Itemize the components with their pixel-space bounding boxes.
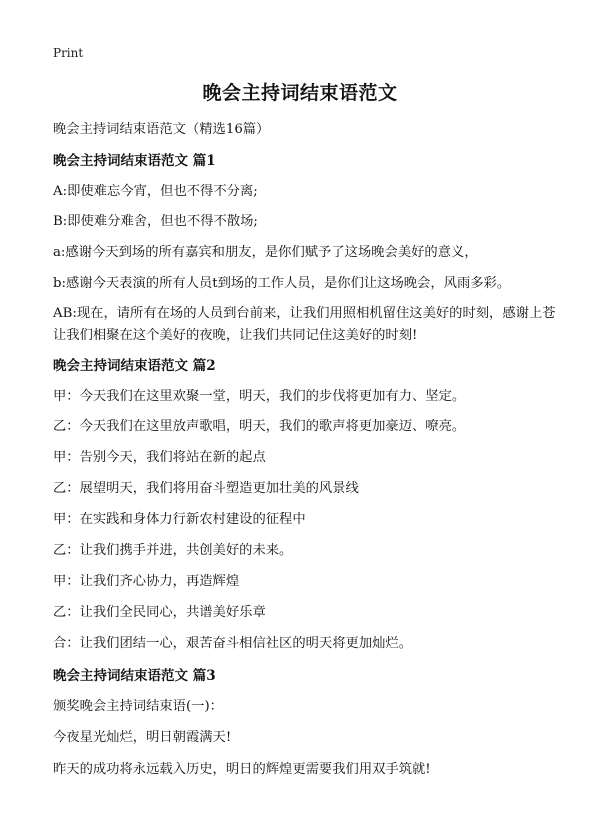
paragraph: 合：让我们团结一心，艰苦奋斗相信社区的明天将更加灿烂。	[53, 636, 413, 651]
section-heading-1: 晚会主持词结束语范文 篇1	[53, 153, 216, 169]
paragraph: 甲：告别今天，我们将站在新的起点	[53, 450, 266, 465]
paragraph: 今夜星光灿烂，明日朝霞满天!	[53, 730, 232, 745]
paragraph: A:即使难忘今宵，但也不得不分离;	[53, 184, 258, 199]
section-heading-3: 晚会主持词结束语范文 篇3	[53, 668, 216, 684]
paragraph: a:感谢今天到场的所有嘉宾和朋友，是你们赋予了这场晚会美好的意义，	[53, 245, 478, 260]
paragraph: b:感谢今天表演的所有人员t到场的工作人员，是你们让这场晚会，风雨多彩。	[53, 276, 511, 291]
print-label: Print	[53, 46, 84, 60]
paragraph: 甲：今天我们在这里欢聚一堂，明天，我们的步伐将更加有力、坚定。	[53, 389, 466, 404]
section-heading-2: 晚会主持词结束语范文 篇2	[53, 358, 216, 374]
paragraph: 甲：让我们齐心协力，再造辉煌	[53, 574, 240, 589]
paragraph: 颁奖晚会主持词结束语(一)：	[53, 699, 223, 714]
paragraph: 乙：让我们携手并进，共创美好的未来。	[53, 543, 293, 558]
paragraph: 乙：让我们全民同心，共谱美好乐章	[53, 605, 266, 620]
paragraph: 乙：今天我们在这里放声歌唱，明天，我们的歌声将更加豪迈、嘹亮。	[53, 419, 466, 434]
paragraph: AB:现在，请所有在场的人员到台前来，让我们用照相机留住这美好的时刻，感谢上苍让我们相聚在这个美好的夜晚，让我们共同记住这美好的时刻!	[53, 306, 556, 343]
paragraph: 甲：在实践和身体力行新农村建设的征程中	[53, 512, 306, 527]
intro-line: 晚会主持词结束语范文（精选16篇）	[53, 122, 270, 137]
document-title: 晚会主持词结束语范文	[202, 82, 398, 104]
paragraph: 昨天的成功将永远载入历史，明日的辉煌更需要我们用双手筑就!	[53, 762, 431, 777]
paragraph: 乙：展望明天，我们将用奋斗塑造更加壮美的风景线	[53, 481, 359, 496]
paragraph: B:即使难分难舍，但也不得不散场;	[53, 214, 258, 229]
